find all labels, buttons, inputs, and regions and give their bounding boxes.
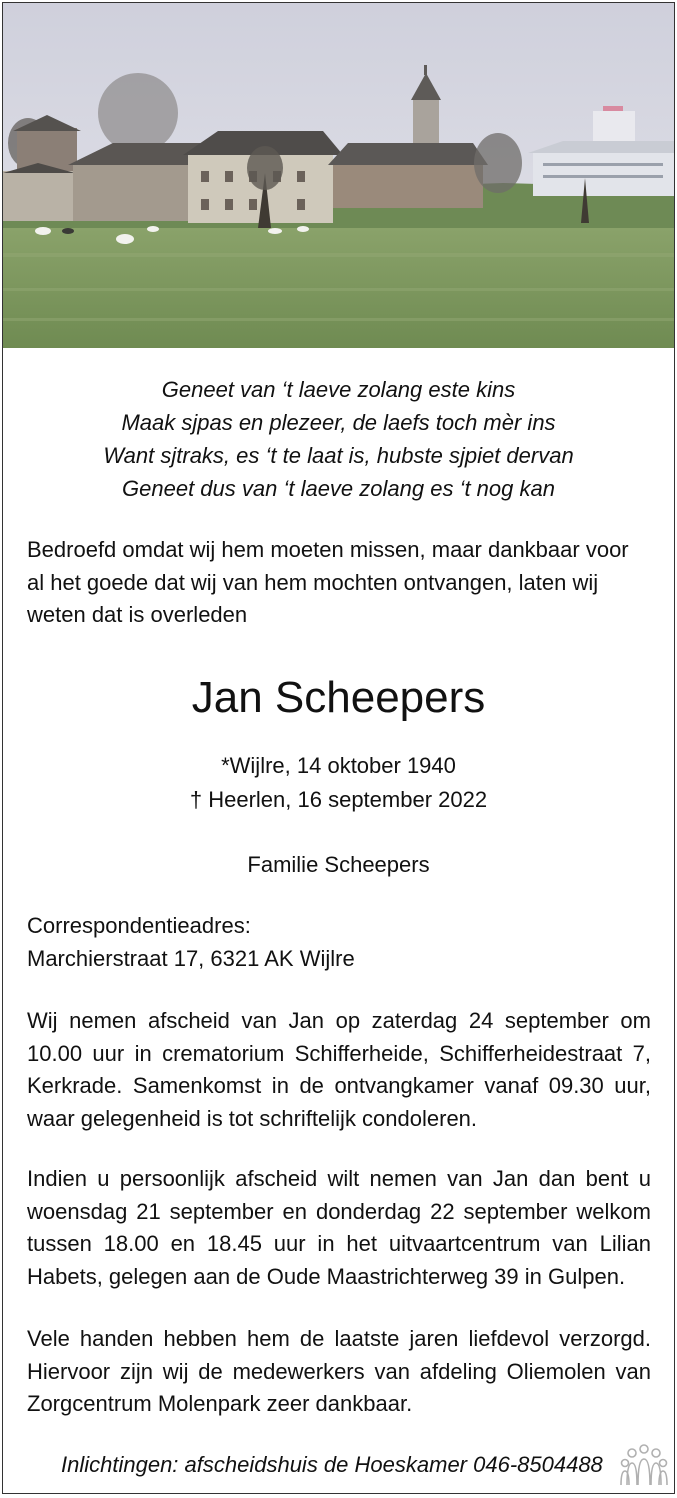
thanks-line: Hiervoor zijn wij de medewerkers van afdeling Oliemolen van xyxy=(27,1358,651,1384)
intro-paragraph xyxy=(27,534,651,632)
poem-line: Want sjtraks, es ‘t te laat is, hubste sjpiet dervan xyxy=(103,443,574,468)
farewell-line: waar gelegenheid is tot schriftelijk condoleren. xyxy=(27,1105,478,1131)
landscape-illustration xyxy=(3,3,674,348)
thanks-paragraph xyxy=(27,1323,651,1421)
visit-line: Habets, gelegen aan de Oude Maastrichterweg 39 in Gulpen. xyxy=(27,1263,626,1289)
deceased-name: Jan Scheepers xyxy=(191,673,486,722)
poem-line: Maak sjpas en plezeer, de laefs toch mèr ins xyxy=(121,410,556,435)
poem-line: Geneet van ‘t laeve zolang este kins xyxy=(161,377,516,402)
farewell-paragraph xyxy=(27,1005,651,1135)
birth-date: *Wijlre, 14 oktober 1940 xyxy=(221,753,456,778)
death-date: † Heerlen, 16 september 2022 xyxy=(189,787,488,812)
thanks-line: Zorgcentrum Molenpark zeer dankbaar. xyxy=(27,1391,413,1416)
visit-paragraph xyxy=(27,1163,651,1293)
thanks-line: Vele handen hebben hem de laatste jaren liefdevol verzorgd. xyxy=(27,1326,651,1351)
information-footer: Inlichtingen: afscheidshuis de Hoeskamer 046-8504488 xyxy=(61,1452,603,1477)
people-circle-logo-icon xyxy=(620,1443,668,1487)
intro-line: al het goede dat wij van hem mochten ontvangen, laten wij xyxy=(27,569,599,595)
visit-line: woensdag 21 september en donderdag 22 september welkom xyxy=(27,1198,651,1224)
poem-line: Geneet dus van ‘t laeve zolang es ‘t nog kan xyxy=(122,476,555,501)
farewell-line: 10.00 uur in crematorium Schifferheide, Schifferheidestraat 7, xyxy=(27,1040,651,1066)
correspondence-address: Marchierstraat 17, 6321 AK Wijlre xyxy=(27,945,355,971)
correspondence-label: Correspondentieadres: xyxy=(27,913,251,938)
village-landscape-photo xyxy=(3,3,674,348)
visit-line: tussen 18.00 en 18.45 uur in het uitvaartcentrum van Lilian xyxy=(27,1231,651,1256)
intro-line: weten dat is overleden xyxy=(27,602,248,627)
obituary-card xyxy=(2,2,675,1494)
family-signature: Familie Scheepers xyxy=(247,852,430,877)
poem xyxy=(3,373,674,505)
visit-line: Indien u persoonlijk afscheid wilt nemen van Jan dan bent u xyxy=(27,1166,651,1191)
farewell-line: Kerkrade. Samenkomst in de ontvangkamer vanaf 09.30 uur, xyxy=(27,1073,651,1098)
intro-line: Bedroefd omdat wij hem moeten missen, maar dankbaar voor xyxy=(27,537,629,562)
farewell-line: Wij nemen afscheid van Jan op zaterdag 24 september om xyxy=(27,1008,651,1033)
correspondence-block xyxy=(27,910,651,975)
